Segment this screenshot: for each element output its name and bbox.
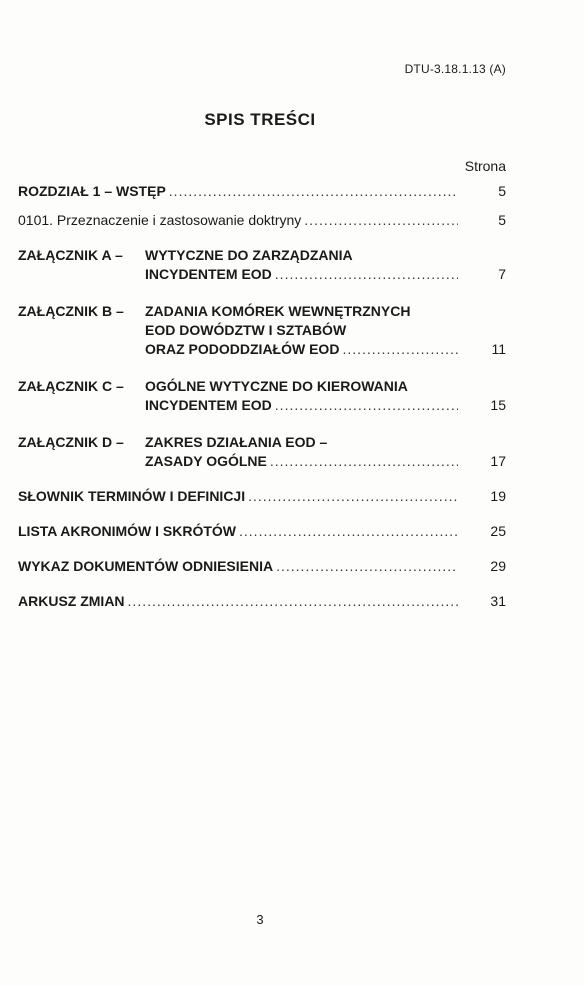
toc-entry-text: ZASADY OGÓLNE: [145, 453, 267, 469]
toc-entry-page: 25: [490, 523, 506, 539]
toc-entry-text: ZAKRES DZIAŁANIA EOD –: [145, 434, 328, 450]
toc-entry-text: ZADANIA KOMÓREK WEWNĘTRZNYCH: [145, 303, 411, 319]
toc-entry-text: WYTYCZNE DO ZARZĄDZANIA: [145, 247, 353, 263]
toc-entry-text: ARKUSZ ZMIAN: [18, 593, 125, 609]
toc-entry-chapter-1[interactable]: [18, 182, 506, 201]
toc-entry-text: WYKAZ DOKUMENTÓW ODNIESIENIA: [18, 558, 274, 574]
dot-leader: [248, 487, 458, 506]
toc-entry-text: SŁOWNIK TERMINÓW I DEFINICJI: [18, 488, 246, 504]
toc-entry-text: ORAZ PODODDZIAŁÓW EOD: [145, 341, 340, 357]
toc-entry-text: 0101. Przeznaczenie i zastosowanie doktryny: [18, 212, 302, 228]
toc-entry-text: LISTA AKRONIMÓW I SKRÓTÓW: [18, 523, 237, 539]
toc-entry-prefix: ZAŁĄCZNIK C –: [18, 378, 124, 394]
document-code: DTU-3.18.1.13 (A): [404, 62, 506, 76]
toc-entry-change-sheet[interactable]: [18, 592, 506, 611]
dot-leader: [275, 396, 458, 415]
toc-entry-annex-a[interactable]: [18, 246, 506, 284]
toc-entry-page: 7: [498, 266, 506, 282]
dot-leader: [270, 452, 458, 471]
dot-leader: [304, 211, 458, 230]
toc-entry-text: EOD DOWÓDZTW I SZTABÓW: [145, 322, 347, 338]
page-column-label: Strona: [464, 158, 506, 174]
toc-entry-prefix: ZAŁĄCZNIK B –: [18, 303, 124, 319]
dot-leader: [239, 522, 458, 541]
toc-entry-prefix: ZAŁĄCZNIK A –: [18, 247, 123, 263]
toc-entry-0101[interactable]: [18, 211, 506, 230]
dot-leader: [275, 265, 458, 284]
toc-entry-annex-d[interactable]: [18, 433, 506, 471]
toc-entry-glossary[interactable]: [18, 487, 506, 506]
toc-entry-text: OGÓLNE WYTYCZNE DO KIEROWANIA: [145, 378, 408, 394]
toc-entry-page: 5: [498, 212, 506, 228]
toc-entry-text: ROZDZIAŁ 1 – WSTĘP: [18, 183, 166, 199]
toc-entry-annex-b[interactable]: [18, 302, 506, 359]
dot-leader: [342, 340, 458, 359]
toc-entry-page: 19: [490, 488, 506, 504]
toc-entry-page: 11: [491, 341, 506, 357]
toc-entry-page: 29: [490, 558, 506, 574]
page-number: 3: [256, 912, 264, 927]
toc-entry-text: INCYDENTEM EOD: [145, 397, 272, 413]
toc-entry-prefix: ZAŁĄCZNIK D –: [18, 434, 124, 450]
toc-entry-acronyms[interactable]: [18, 522, 506, 541]
toc-entry-page: 17: [490, 453, 506, 469]
toc-entry-annex-c[interactable]: [18, 377, 506, 415]
dot-leader: [276, 557, 458, 576]
table-of-contents: [18, 182, 506, 611]
dot-leader: [128, 592, 458, 611]
toc-entry-page: 31: [490, 593, 506, 609]
toc-entry-page: 5: [498, 183, 506, 199]
dot-leader: [169, 182, 458, 201]
toc-entry-text: INCYDENTEM EOD: [145, 266, 272, 282]
toc-entry-references[interactable]: [18, 557, 506, 576]
toc-title: SPIS TREŚCI: [204, 110, 316, 129]
toc-entry-page: 15: [490, 397, 506, 413]
